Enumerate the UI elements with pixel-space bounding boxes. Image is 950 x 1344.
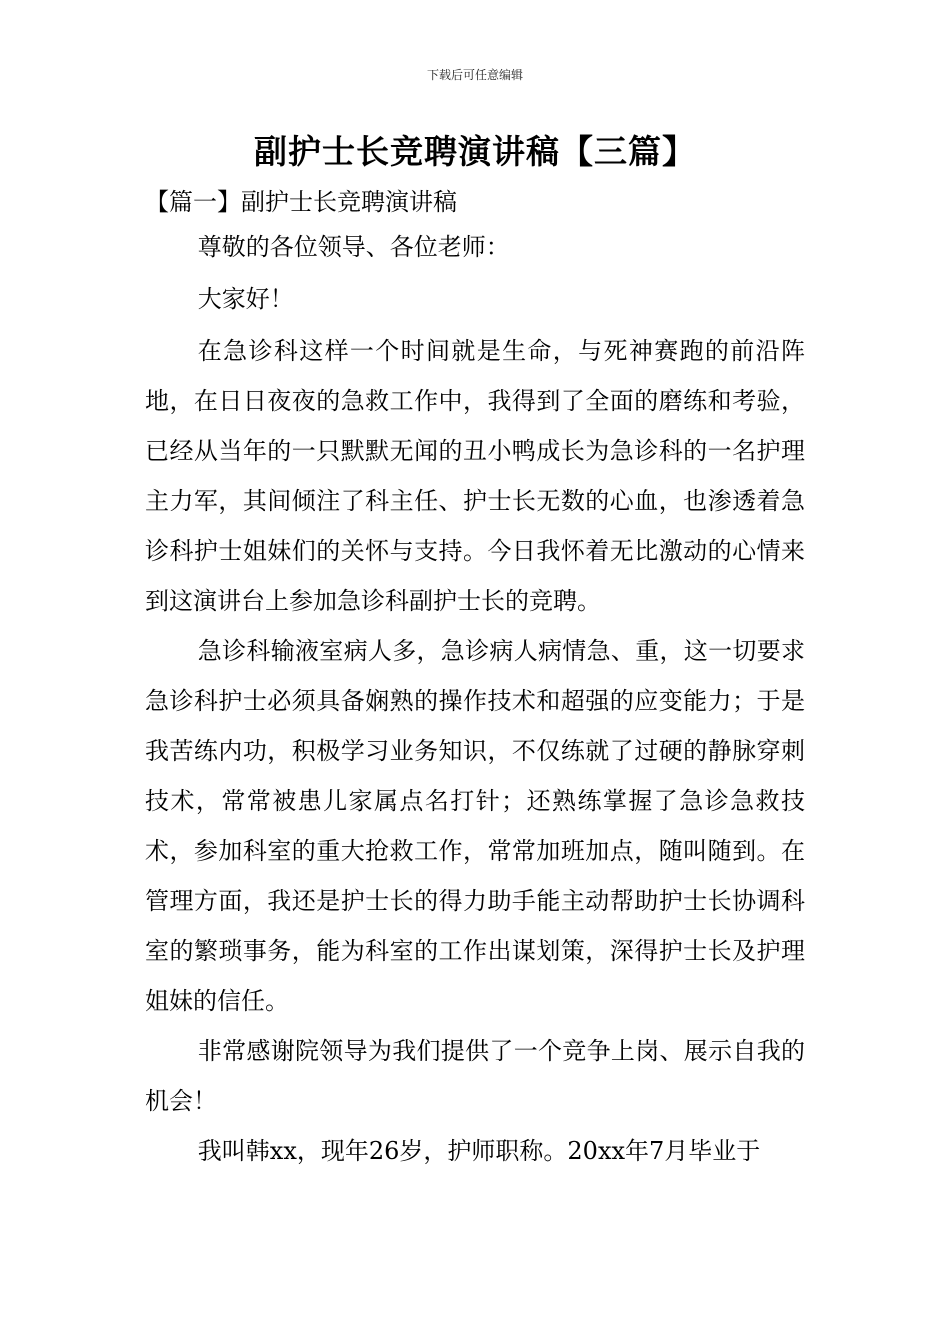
greeting-paragraph: 大家好！ <box>197 285 294 313</box>
body-paragraph: 急诊科输液室病人多，急诊病人病情急、重，这一切要求急诊科护士必须具备娴熟的操作技术和超强的应变能力；于是我苦练内功，积极学习业务知识，不仅练就了过硬的静脉穿刺技术，常常被患儿家属点名打针；还熟练掌握了急诊急救技术，参加科室的重大抢救工作，常常加班加点，随叫随到。在管理方面，我还是护士长的得力助手能主动帮助护士长协调科室的繁琐事务，能为科室的工作出谋划策，深得护士长及护理姐妹的信任。 <box>145 637 805 1015</box>
salutation-paragraph: 尊敬的各位领导、各位老师： <box>197 233 510 261</box>
document-title: 副护士长竞聘演讲稿【三篇】 <box>254 132 696 171</box>
body-paragraph: 在急诊科这样一个时间就是生命，与死神赛跑的前沿阵地，在日日夜夜的急救工作中，我得到了全面的磨练和考验，已经从当年的一只默默无闻的丑小鸭成长为急诊科的一名护理主力军，其间倾注了科主任、护士长无数的心血，也渗透着急诊科护士姐妹们的关怀与支持。今日我怀着无比激动的心情来到这演讲台上参加急诊科副护士长的竞聘。 <box>145 337 805 615</box>
section-heading: 【篇一】副护士长竞聘演讲稿 <box>145 188 457 216</box>
document-body <box>145 222 805 1176</box>
header-note: 下载后可任意编辑 <box>426 68 523 82</box>
body-paragraph: 我叫韩xx，现年26岁，护师职称。20xx年7月毕业于 <box>197 1137 761 1165</box>
body-paragraph: 非常感谢院领导为我们提供了一个竞争上岗、展示自我的机会！ <box>145 1037 805 1115</box>
